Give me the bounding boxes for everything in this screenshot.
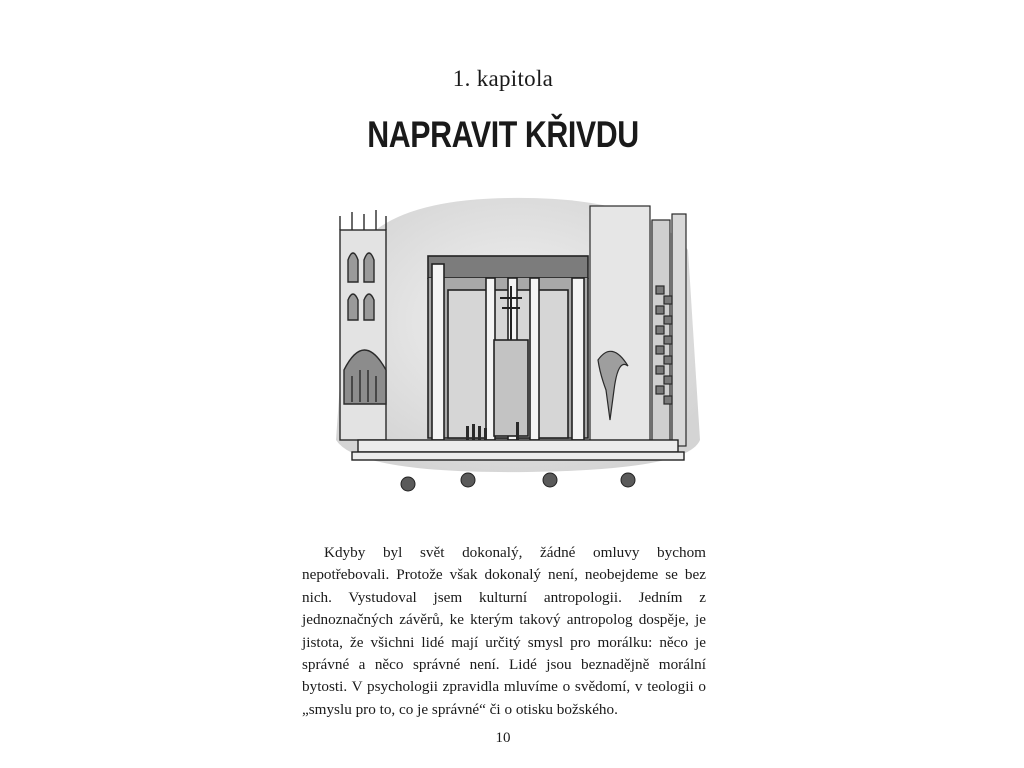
- chapter-title: NAPRAVIT KŘIVDU: [367, 114, 639, 155]
- bollards: [401, 473, 635, 491]
- cathedral-illustration: [328, 190, 712, 496]
- steps: [352, 440, 684, 460]
- body-paragraph: Kdyby byl svět dokonalý, žádné omluvy bychom nepotřebovali. Protože však dokonalý není, neobejdeme se bez nich. Vystudoval jsem kulturní antropologii. Jedním z jednoznačných závěrů, ke kterým takový antropolog dospěje, je jistota, že všichni lidé mají určitý smysl pro morálku: něco je správné a něco správné není. Lidé jsou beznadějně morální bytosti. V psychologii zpravidla mluvíme o svědomí, v teologii o „smyslu pro to, co je správné“ či o otisku božského.: [302, 544, 706, 718]
- cathedral-porch: [428, 256, 588, 440]
- body-text: [302, 542, 706, 721]
- right-wall: [590, 206, 686, 446]
- page-number: 10: [495, 730, 511, 746]
- gothic-tower: [340, 210, 386, 440]
- chapter-label: 1. kapitola: [452, 66, 554, 91]
